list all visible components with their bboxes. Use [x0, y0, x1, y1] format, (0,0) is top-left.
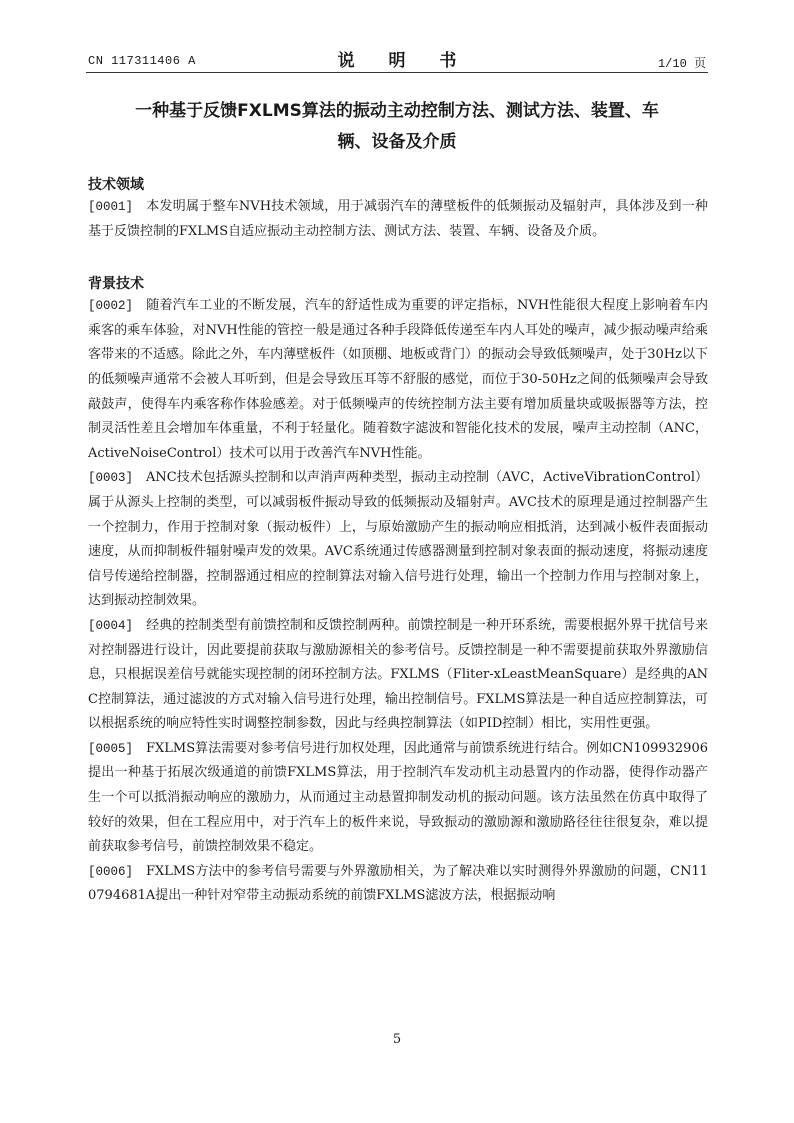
document-title: 一种基于反馈FXLMS算法的振动主动控制方法、测试方法、装置、车辆、设备及介质	[135, 101, 659, 152]
section-background	[88, 274, 708, 909]
paragraph	[88, 860, 708, 909]
paragraph-text: 本发明属于整车NVH技术领域，用于减弱汽车的薄壁板件的低频振动及辐射声，具体涉及到一种基于反馈控制的FXLMS自适应振动主动控制方法、测试方法、装置、车辆、设备及介质。	[88, 199, 708, 239]
paragraph	[88, 195, 708, 244]
paragraph	[88, 466, 708, 614]
paragraph-number: [0006]	[88, 864, 134, 879]
paragraph-text: 随着汽车工业的不断发展，汽车的舒适性成为重要的评定指标，NVH性能很大程度上影响着车内乘客的乘车体验，对NVH性能的管控一般是通过各种手段降低传递至车内人耳处的噪声，减少振动噪声给乘客带来的不适感。除此之外，车内薄壁板件（如顶棚、地板或背门）的振动会导致低频噪声，处于30Hz以下的低频噪声通常不会被人耳听到，但是会导致压耳等不舒服的感觉，而位于30-50Hz之间的低频噪声会导致敲鼓声，使得车内乘客称作体验感差。对于低频噪声的传统控制方法主要有增加质量块或吸振器等方法，控制灵活性差且会增加车体重量，不利于轻量化。随着数字滤波和智能化技术的发展，噪声主动控制（ANC，ActiveNoiseControl）技术可以用于改善汽车NVH性能。	[88, 298, 708, 461]
page-indicator: 1/10 页	[657, 57, 706, 71]
document-body	[88, 175, 708, 909]
paragraph-number: [0005]	[88, 741, 134, 756]
section-technical-field	[88, 175, 708, 244]
page-number: 5	[392, 1032, 402, 1047]
section-heading: 技术领域	[88, 177, 144, 193]
paragraph-text: FXLMS方法中的参考信号需要与外界激励相关，为了解决难以实时测得外界激励的问题，CN110794681A提出一种针对窄带主动振动系统的前馈FXLMS滤波方法，根据振动响	[88, 863, 708, 904]
paragraph-text: FXLMS算法需要对参考信号进行加权处理，因此通常与前馈系统进行结合。例如CN109932906提出一种基于拓展次级通道的前馈FXLMS算法，用于控制汽车发动机主动悬置内的作动器，使得作动器产生一个可以抵消振动响应的激励力，从而通过主动悬置抑制发动机的振动问题。该方法虽然在仿真中取得了较好的效果，但在工程应用中，对于汽车上的板件来说，导致振动的激励源和激励路径往往很复杂，难以提前获取参考信号，前馈控制效果不稳定。	[88, 740, 708, 855]
paragraph	[88, 614, 708, 737]
paragraph-text: 经典的控制类型有前馈控制和反馈控制两种。前馈控制是一种开环系统，需要根据外界干扰信号来对控制器进行设计，因此要提前获取与激励源相关的参考信号。反馈控制是一种不需要提前获取外界激励信息，只根据误差信号就能实现控制的闭环控制方法。FXLMS（Fliter-xLeastMeanSquare）是经典的ANC控制算法，通过滤波的方式对输入信号进行处理，输出控制信号。FXLMS算法是一种自适应控制算法，可以根据系统的响应特性实时调整控制参数，因此与经典控制算法（如PID控制）相比，实用性更强。	[88, 617, 708, 732]
section-heading: 背景技术	[88, 276, 144, 293]
paragraph-number: [0002]	[88, 299, 134, 314]
paragraph	[88, 737, 708, 860]
paragraph-number: [0001]	[88, 200, 134, 214]
paragraph	[88, 294, 708, 466]
publication-number: CN 117311406 A	[88, 54, 196, 68]
paragraph-text: ANC技术包括源头控制和以声消声两种类型，振动主动控制（AVC，ActiveVibrationControl）属于从源头上控制的类型，可以减弱板件振动导致的低频振动及辐射声。AVC技术的原理是通过控制器产生一个控制力，作用于控制对象（振动板件）上，与原始激励产生的振动响应相抵消，达到减小板件表面振动速度，从而抑制板件辐射噪声发的效果。AVC系统通过传感器测量到控制对象表面的振动速度，将振动速度信号传递给控制器，控制器通过相应的控制算法对输入信号进行处理，输出一个控制力作用与控制对象上，达到振动控制效果。	[88, 470, 708, 609]
header-divider	[86, 72, 708, 73]
document-type: 说 明 书	[337, 51, 471, 71]
paragraph-number: [0004]	[88, 618, 134, 633]
paragraph-number: [0003]	[88, 471, 134, 486]
